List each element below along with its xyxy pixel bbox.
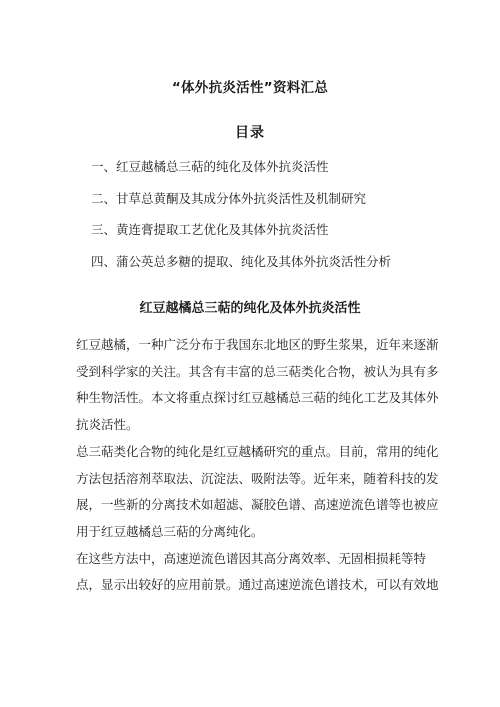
paragraph-line: 点，显示出较好的应用前景。通过高速逆流色谱技术，可以有效地 — [76, 577, 439, 593]
document-title: “体外抗炎活性”资料汇总 — [171, 80, 329, 96]
paragraph-line: 用于红豆越橘总三萜的分离纯化。 — [76, 523, 264, 539]
paragraph-line: 展，一些新的分离技术如超滤、凝胶色谱、高速逆流色谱等也被应 — [76, 497, 439, 513]
toc-item-2[interactable]: 二、甘草总黄酮及其成分体外抗炎活性及机制研究 — [91, 190, 367, 206]
paragraph-line: 在这些方法中，高速逆流色谱因其高分离效率、无固相损耗等特 — [76, 550, 427, 566]
paragraph-line: 红豆越橘，一种广泛分布于我国东北地区的野生浆果，近年来逐渐 — [76, 337, 439, 352]
paragraph-line: 受到科学家的关注。其含有丰富的总三萜类化合物，被认为具有多 — [76, 363, 439, 379]
toc-item-4[interactable]: 四、蒲公英总多糖的提取、纯化及其体外抗炎活性分析 — [91, 253, 392, 269]
toc-heading: 目录 — [235, 125, 265, 141]
paragraph-line: 总三萜类化合物的纯化是红豆越橘研究的重点。目前，常用的纯化 — [76, 443, 439, 459]
paragraph-3 — [76, 546, 439, 599]
paragraph-line: 种生物活性。本文将重点探讨红豆越橘总三萜的纯化工艺及其体外 — [76, 390, 439, 406]
section-title: 红豆越橘总三萜的纯化及体外抗炎活性 — [139, 301, 361, 316]
body-text — [76, 332, 439, 599]
paragraph-line: 抗炎活性。 — [76, 417, 139, 433]
toc-item-3[interactable]: 三、黄连膏提取工艺优化及其体外抗炎活性 — [91, 222, 329, 237]
paragraph-line: 方法包括溶剂萃取法、沉淀法、吸附法等。近年来，随着科技的发 — [76, 470, 439, 486]
toc-item-1[interactable]: 一、红豆越橘总三萜的纯化及体外抗炎活性 — [91, 159, 329, 174]
paragraph-1 — [76, 332, 439, 439]
paragraph-2 — [76, 439, 439, 546]
table-of-contents — [91, 158, 391, 284]
